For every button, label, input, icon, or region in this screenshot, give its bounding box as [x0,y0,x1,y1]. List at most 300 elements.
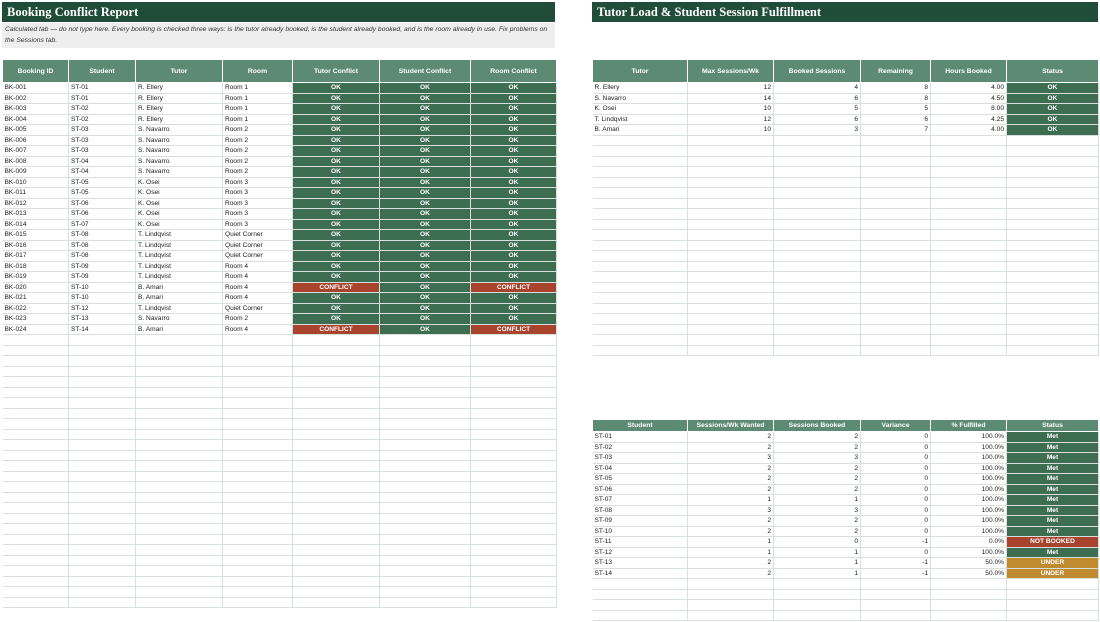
empty-cell[interactable] [380,492,471,503]
empty-cell[interactable] [223,471,293,482]
booking-status-badge[interactable]: OK [380,219,471,230]
booking-status-badge[interactable]: OK [380,188,471,199]
empty-cell[interactable] [593,579,688,590]
tutor-cell-hours-booked[interactable]: 4.50 [931,93,1007,104]
booking-cell-room[interactable]: Room 2 [223,135,293,146]
empty-cell[interactable] [931,251,1007,262]
empty-cell[interactable] [471,387,557,398]
booking-row[interactable] [3,314,557,325]
empty-cell[interactable] [293,335,380,346]
student-cell-variance[interactable]: 0 [861,453,931,464]
empty-cell[interactable] [774,261,861,272]
booking-cell-booking-id[interactable]: BK-008 [3,156,69,167]
booking-status-badge[interactable]: OK [380,156,471,167]
empty-cell[interactable] [1007,314,1099,325]
empty-cell[interactable] [688,219,774,230]
empty-cell[interactable] [861,324,931,335]
empty-cell[interactable] [223,587,293,598]
empty-cell[interactable] [471,503,557,514]
empty-cell[interactable] [380,471,471,482]
tutor-cell-booked-sessions[interactable]: 4 [774,83,861,94]
booking-cell-room[interactable]: Room 1 [223,114,293,125]
booking-empty-row[interactable] [3,408,557,419]
booking-empty-row[interactable] [3,377,557,388]
booking-row[interactable] [3,240,557,251]
booking-cell-tutor[interactable]: K. Osei [136,177,223,188]
booking-status-badge[interactable]: OK [380,293,471,304]
booking-cell-booking-id[interactable]: BK-014 [3,219,69,230]
student-cell-student[interactable]: ST-01 [593,432,688,443]
empty-cell[interactable] [931,209,1007,220]
empty-cell[interactable] [471,335,557,346]
empty-cell[interactable] [593,293,688,304]
empty-cell[interactable] [69,366,136,377]
empty-cell[interactable] [931,240,1007,251]
empty-cell[interactable] [931,303,1007,314]
student-cell-sessions-booked[interactable]: 2 [774,484,861,495]
empty-cell[interactable] [223,576,293,587]
tutor-status-badge[interactable]: OK [1007,114,1099,125]
student-cell-sessions-booked[interactable]: 1 [774,568,861,579]
booking-cell-room[interactable]: Quiet Corner [223,240,293,251]
tutor-empty-row[interactable] [593,156,1099,167]
booking-status-badge[interactable]: OK [380,324,471,335]
booking-row[interactable] [3,93,557,104]
student-cell-sessions-booked[interactable]: 2 [774,526,861,537]
empty-cell[interactable] [688,209,774,220]
empty-cell[interactable] [1007,188,1099,199]
student-cell-sessions-booked[interactable]: 2 [774,463,861,474]
empty-cell[interactable] [931,579,1007,590]
empty-cell[interactable] [931,272,1007,283]
empty-cell[interactable] [774,198,861,209]
tutor-row[interactable] [593,125,1099,136]
empty-cell[interactable] [593,589,688,600]
empty-cell[interactable] [774,146,861,157]
booking-status-badge[interactable]: OK [471,303,557,314]
student-row[interactable] [593,442,1099,453]
booking-status-badge[interactable]: OK [471,293,557,304]
empty-cell[interactable] [593,345,688,356]
tutor-cell-booked-sessions[interactable]: 6 [774,114,861,125]
student-cell-fulfilled[interactable]: 100.0% [931,453,1007,464]
empty-cell[interactable] [688,230,774,241]
empty-cell[interactable] [1007,230,1099,241]
empty-cell[interactable] [861,251,931,262]
booking-empty-row[interactable] [3,576,557,587]
empty-cell[interactable] [774,251,861,262]
empty-cell[interactable] [774,345,861,356]
booking-row[interactable] [3,303,557,314]
empty-cell[interactable] [861,261,931,272]
student-cell-variance[interactable]: 0 [861,505,931,516]
empty-cell[interactable] [293,429,380,440]
booking-cell-student[interactable]: ST-02 [69,104,136,115]
empty-cell[interactable] [3,345,69,356]
booking-status-badge[interactable]: OK [471,104,557,115]
booking-status-badge[interactable]: CONFLICT [471,324,557,335]
empty-cell[interactable] [1007,219,1099,230]
tutor-cell-max-sessions-wk[interactable]: 14 [688,93,774,104]
empty-cell[interactable] [471,440,557,451]
booking-cell-room[interactable]: Room 1 [223,104,293,115]
empty-cell[interactable] [3,587,69,598]
empty-cell[interactable] [3,419,69,430]
booking-status-badge[interactable]: OK [293,93,380,104]
empty-cell[interactable] [136,408,223,419]
empty-cell[interactable] [931,335,1007,346]
student-cell-sessions-booked[interactable]: 1 [774,547,861,558]
tutor-status-badge[interactable]: OK [1007,125,1099,136]
empty-cell[interactable] [774,314,861,325]
booking-status-badge[interactable]: OK [380,303,471,314]
empty-cell[interactable] [931,324,1007,335]
empty-cell[interactable] [293,503,380,514]
booking-empty-row[interactable] [3,366,557,377]
booking-cell-student[interactable]: ST-05 [69,188,136,199]
student-status-badge[interactable]: Met [1007,505,1099,516]
booking-empty-row[interactable] [3,356,557,367]
student-cell-fulfilled[interactable]: 100.0% [931,516,1007,527]
student-cell-sessions-wk-wanted[interactable]: 2 [688,432,774,443]
empty-cell[interactable] [293,492,380,503]
empty-cell[interactable] [471,450,557,461]
student-status-badge[interactable]: Met [1007,432,1099,443]
tutor-empty-row[interactable] [593,261,1099,272]
empty-cell[interactable] [223,366,293,377]
student-status-badge[interactable]: UNDER [1007,558,1099,569]
empty-cell[interactable] [1007,282,1099,293]
empty-cell[interactable] [136,482,223,493]
empty-cell[interactable] [136,555,223,566]
tutor-cell-hours-booked[interactable]: 4.00 [931,83,1007,94]
empty-cell[interactable] [471,513,557,524]
student-cell-student[interactable]: ST-12 [593,547,688,558]
booking-empty-row[interactable] [3,492,557,503]
empty-cell[interactable] [380,482,471,493]
tutor-cell-max-sessions-wk[interactable]: 10 [688,125,774,136]
booking-cell-booking-id[interactable]: BK-012 [3,198,69,209]
empty-cell[interactable] [223,492,293,503]
empty-cell[interactable] [136,513,223,524]
booking-cell-student[interactable]: ST-02 [69,114,136,125]
student-status-badge[interactable]: UNDER [1007,568,1099,579]
booking-status-badge[interactable]: CONFLICT [293,282,380,293]
booking-cell-booking-id[interactable]: BK-022 [3,303,69,314]
empty-cell[interactable] [471,408,557,419]
empty-cell[interactable] [69,471,136,482]
empty-cell[interactable] [593,240,688,251]
booking-status-badge[interactable]: OK [471,198,557,209]
booking-status-badge[interactable]: OK [471,314,557,325]
student-status-badge[interactable]: Met [1007,463,1099,474]
empty-cell[interactable] [471,345,557,356]
booking-empty-row[interactable] [3,398,557,409]
empty-cell[interactable] [774,240,861,251]
booking-cell-student[interactable]: ST-01 [69,83,136,94]
empty-cell[interactable] [380,566,471,577]
booking-empty-row[interactable] [3,566,557,577]
empty-cell[interactable] [136,587,223,598]
empty-cell[interactable] [931,282,1007,293]
empty-cell[interactable] [69,356,136,367]
booking-cell-room[interactable]: Room 3 [223,177,293,188]
empty-cell[interactable] [861,610,931,621]
empty-cell[interactable] [471,377,557,388]
student-row[interactable] [593,505,1099,516]
student-cell-variance[interactable]: 0 [861,463,931,474]
empty-cell[interactable] [293,524,380,535]
empty-cell[interactable] [136,503,223,514]
booking-status-badge[interactable]: OK [380,209,471,220]
empty-cell[interactable] [593,261,688,272]
booking-cell-tutor[interactable]: K. Osei [136,209,223,220]
empty-cell[interactable] [136,566,223,577]
booking-row[interactable] [3,188,557,199]
empty-cell[interactable] [3,450,69,461]
empty-cell[interactable] [593,314,688,325]
student-cell-student[interactable]: ST-10 [593,526,688,537]
empty-cell[interactable] [3,429,69,440]
empty-cell[interactable] [1007,293,1099,304]
booking-status-badge[interactable]: OK [380,282,471,293]
booking-empty-row[interactable] [3,503,557,514]
tutor-cell-max-sessions-wk[interactable]: 10 [688,104,774,115]
student-status-badge[interactable]: Met [1007,474,1099,485]
empty-cell[interactable] [1007,579,1099,590]
empty-cell[interactable] [223,534,293,545]
booking-status-badge[interactable]: CONFLICT [471,282,557,293]
empty-cell[interactable] [69,335,136,346]
empty-cell[interactable] [688,589,774,600]
booking-cell-student[interactable]: ST-03 [69,125,136,136]
empty-cell[interactable] [774,209,861,220]
empty-cell[interactable] [861,335,931,346]
student-cell-sessions-booked[interactable]: 2 [774,516,861,527]
booking-cell-room[interactable]: Room 2 [223,146,293,157]
empty-cell[interactable] [774,335,861,346]
student-cell-sessions-wk-wanted[interactable]: 2 [688,463,774,474]
empty-cell[interactable] [931,589,1007,600]
empty-cell[interactable] [136,576,223,587]
empty-cell[interactable] [380,524,471,535]
empty-cell[interactable] [380,450,471,461]
empty-cell[interactable] [931,177,1007,188]
booking-cell-tutor[interactable]: B. Amari [136,293,223,304]
tutor-status-badge[interactable]: OK [1007,104,1099,115]
tutor-cell-tutor[interactable]: S. Navarro [593,93,688,104]
empty-cell[interactable] [471,524,557,535]
empty-cell[interactable] [69,587,136,598]
empty-cell[interactable] [136,377,223,388]
empty-cell[interactable] [3,566,69,577]
tutor-cell-booked-sessions[interactable]: 5 [774,104,861,115]
empty-cell[interactable] [471,482,557,493]
booking-status-badge[interactable]: OK [293,177,380,188]
empty-cell[interactable] [3,335,69,346]
empty-cell[interactable] [380,366,471,377]
booking-empty-row[interactable] [3,524,557,535]
booking-status-badge[interactable]: OK [380,240,471,251]
tutor-cell-remaining[interactable]: 8 [861,83,931,94]
booking-row[interactable] [3,261,557,272]
booking-cell-room[interactable]: Quiet Corner [223,230,293,241]
empty-cell[interactable] [380,398,471,409]
booking-row[interactable] [3,272,557,283]
empty-cell[interactable] [293,566,380,577]
booking-row[interactable] [3,230,557,241]
booking-row[interactable] [3,324,557,335]
booking-cell-student[interactable]: ST-08 [69,230,136,241]
booking-status-badge[interactable]: OK [471,83,557,94]
student-cell-sessions-booked[interactable]: 3 [774,505,861,516]
empty-cell[interactable] [223,450,293,461]
student-cell-student[interactable]: ST-13 [593,558,688,569]
student-cell-sessions-booked[interactable]: 1 [774,495,861,506]
empty-cell[interactable] [774,135,861,146]
tutor-cell-hours-booked[interactable]: 4.00 [931,125,1007,136]
empty-cell[interactable] [1007,198,1099,209]
empty-cell[interactable] [688,146,774,157]
empty-cell[interactable] [69,513,136,524]
booking-status-badge[interactable]: OK [471,177,557,188]
empty-cell[interactable] [380,440,471,451]
booking-empty-row[interactable] [3,555,557,566]
empty-cell[interactable] [931,167,1007,178]
empty-cell[interactable] [293,534,380,545]
booking-cell-booking-id[interactable]: BK-009 [3,167,69,178]
booking-row[interactable] [3,167,557,178]
student-empty-row[interactable] [593,589,1099,600]
tutor-cell-remaining[interactable]: 6 [861,114,931,125]
student-cell-variance[interactable]: 0 [861,442,931,453]
booking-cell-room[interactable]: Room 1 [223,83,293,94]
booking-cell-booking-id[interactable]: BK-004 [3,114,69,125]
tutor-row[interactable] [593,104,1099,115]
booking-status-badge[interactable]: OK [471,135,557,146]
empty-cell[interactable] [69,419,136,430]
booking-status-badge[interactable]: OK [293,272,380,283]
empty-cell[interactable] [593,146,688,157]
booking-cell-booking-id[interactable]: BK-013 [3,209,69,220]
student-cell-fulfilled[interactable]: 100.0% [931,442,1007,453]
booking-row[interactable] [3,156,557,167]
empty-cell[interactable] [293,545,380,556]
empty-cell[interactable] [136,597,223,608]
booking-status-badge[interactable]: OK [293,240,380,251]
empty-cell[interactable] [3,440,69,451]
booking-status-badge[interactable]: OK [293,219,380,230]
student-cell-variance[interactable]: 0 [861,547,931,558]
tutor-empty-row[interactable] [593,167,1099,178]
booking-cell-room[interactable]: Room 3 [223,188,293,199]
student-cell-sessions-booked[interactable]: 2 [774,474,861,485]
booking-cell-room[interactable]: Room 4 [223,282,293,293]
booking-cell-booking-id[interactable]: BK-002 [3,93,69,104]
booking-status-badge[interactable]: OK [380,177,471,188]
booking-cell-student[interactable]: ST-07 [69,219,136,230]
booking-cell-student[interactable]: ST-05 [69,177,136,188]
tutor-cell-tutor[interactable]: T. Lindqvist [593,114,688,125]
student-cell-variance[interactable]: -1 [861,568,931,579]
tutor-empty-row[interactable] [593,240,1099,251]
empty-cell[interactable] [293,597,380,608]
empty-cell[interactable] [293,387,380,398]
tutor-cell-booked-sessions[interactable]: 3 [774,125,861,136]
empty-cell[interactable] [688,579,774,590]
student-cell-sessions-wk-wanted[interactable]: 2 [688,484,774,495]
empty-cell[interactable] [688,314,774,325]
booking-cell-tutor[interactable]: B. Amari [136,282,223,293]
empty-cell[interactable] [3,576,69,587]
booking-empty-row[interactable] [3,440,557,451]
empty-cell[interactable] [593,251,688,262]
booking-cell-student[interactable]: ST-03 [69,146,136,157]
empty-cell[interactable] [471,429,557,440]
booking-row[interactable] [3,219,557,230]
booking-empty-row[interactable] [3,387,557,398]
empty-cell[interactable] [1007,324,1099,335]
tutor-cell-tutor[interactable]: B. Amari [593,125,688,136]
empty-cell[interactable] [861,600,931,611]
empty-cell[interactable] [136,398,223,409]
empty-cell[interactable] [136,492,223,503]
empty-cell[interactable] [3,545,69,556]
student-row[interactable] [593,558,1099,569]
empty-cell[interactable] [861,188,931,199]
booking-cell-tutor[interactable]: B. Amari [136,324,223,335]
student-cell-sessions-wk-wanted[interactable]: 3 [688,453,774,464]
empty-cell[interactable] [861,303,931,314]
booking-cell-booking-id[interactable]: BK-021 [3,293,69,304]
booking-cell-room[interactable]: Room 4 [223,324,293,335]
student-cell-fulfilled[interactable]: 100.0% [931,526,1007,537]
booking-row[interactable] [3,177,557,188]
booking-status-badge[interactable]: OK [380,251,471,262]
booking-status-badge[interactable]: OK [471,219,557,230]
booking-cell-room[interactable]: Quiet Corner [223,303,293,314]
booking-status-badge[interactable]: OK [471,188,557,199]
student-cell-variance[interactable]: 0 [861,526,931,537]
empty-cell[interactable] [931,600,1007,611]
tutor-empty-row[interactable] [593,219,1099,230]
empty-cell[interactable] [136,545,223,556]
empty-cell[interactable] [861,240,931,251]
empty-cell[interactable] [223,513,293,524]
student-cell-fulfilled[interactable]: 100.0% [931,495,1007,506]
tutor-empty-row[interactable] [593,177,1099,188]
student-cell-student[interactable]: ST-03 [593,453,688,464]
student-cell-sessions-wk-wanted[interactable]: 1 [688,547,774,558]
booking-status-badge[interactable]: OK [471,230,557,241]
empty-cell[interactable] [380,419,471,430]
booking-status-badge[interactable]: OK [293,230,380,241]
tutor-cell-remaining[interactable]: 5 [861,104,931,115]
booking-status-badge[interactable]: OK [293,303,380,314]
empty-cell[interactable] [931,198,1007,209]
booking-cell-booking-id[interactable]: BK-015 [3,230,69,241]
empty-cell[interactable] [3,471,69,482]
empty-cell[interactable] [1007,240,1099,251]
empty-cell[interactable] [861,146,931,157]
booking-cell-room[interactable]: Room 2 [223,167,293,178]
empty-cell[interactable] [1007,261,1099,272]
booking-status-badge[interactable]: OK [471,209,557,220]
tutor-empty-row[interactable] [593,146,1099,157]
empty-cell[interactable] [380,429,471,440]
empty-cell[interactable] [861,209,931,220]
empty-cell[interactable] [471,398,557,409]
